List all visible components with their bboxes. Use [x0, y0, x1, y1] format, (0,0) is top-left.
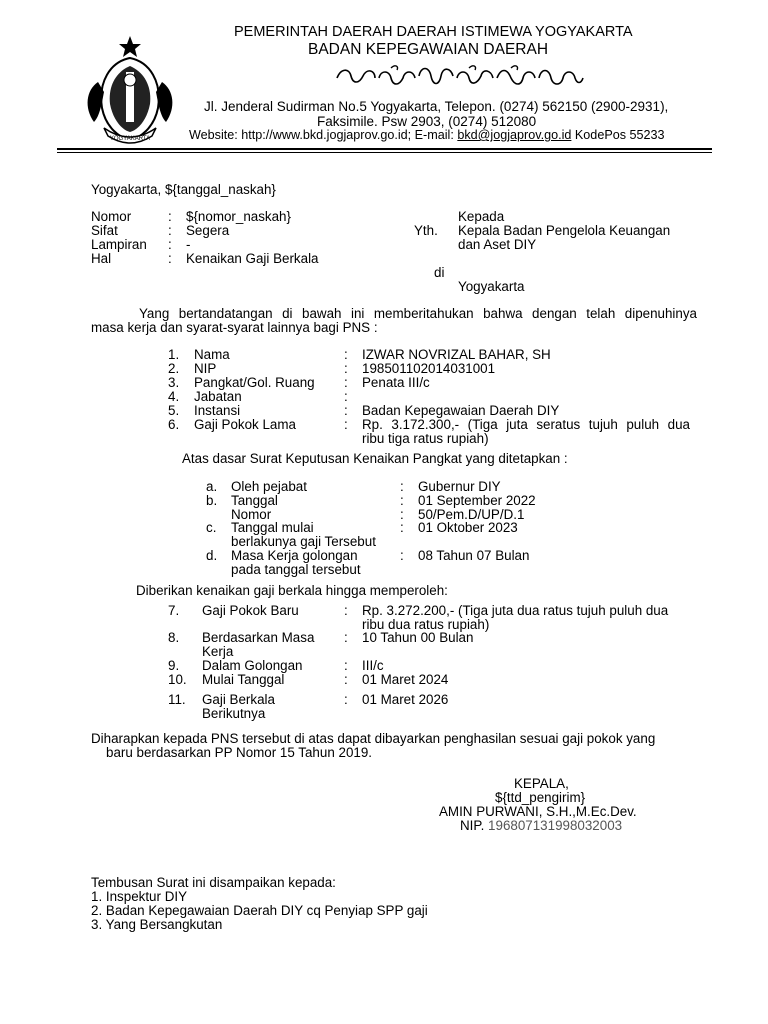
yogyakarta-coat-of-arms-logo [80, 32, 180, 148]
cc-title: Tembusan Surat ini disampaikan kepada: [91, 875, 336, 890]
recipient-city: Yogyakarta [458, 279, 525, 294]
result-value: 10 Tahun 00 Bulan [362, 630, 474, 645]
cc-item: 3. Yang Bersangkutan [91, 917, 223, 932]
result-label: Dalam Golongan [202, 658, 303, 673]
result-label: Berdasarkan Masa [202, 630, 315, 645]
employee-value: IZWAR NOVRIZAL BAHAR, SH [362, 347, 551, 362]
basis-letter: a. [206, 479, 218, 494]
employee-num: 1. [168, 347, 180, 362]
letterhead-rule-thin [57, 152, 712, 153]
header-fax-line: Faksimile. Psw 2903, (0274) 512080 [317, 114, 537, 129]
basis-label-cont: berlakunya gaji Tersebut [231, 534, 376, 549]
result-num: 7. [168, 603, 180, 618]
cc-item: 1. Inspektur DIY [91, 889, 188, 904]
header-government-line: PEMERINTAH DAERAH DAERAH ISTIMEWA YOGYAKARTA [234, 24, 633, 40]
result-value: 01 Maret 2024 [362, 672, 449, 687]
meta-label: Nomor [91, 209, 132, 224]
basis-value: 08 Tahun 07 Bulan [418, 548, 530, 563]
result-colon: : [344, 672, 348, 687]
result-num: 9. [168, 658, 180, 673]
employee-num: 4. [168, 389, 180, 404]
website-text: Website: http://www.bkd.jogjaprov.go.id; E-mail: [189, 128, 458, 142]
result-num: 11. [168, 692, 186, 707]
cc-item: 2. Badan Kepegawaian Daerah DIY cq Penyiap SPP gaji [91, 903, 428, 918]
employee-num: 2. [168, 361, 180, 376]
basis-label: Tanggal mulai [231, 520, 314, 535]
result-intro: Diberikan kenaikan gaji berkala hingga memperoleh: [136, 583, 448, 598]
recipient-line1: Kepala Badan Pengelola Keuangan [458, 223, 671, 238]
nip-label: NIP. [460, 818, 489, 833]
employee-num: 6. [168, 417, 180, 432]
result-label-cont: Berikutnya [202, 706, 266, 721]
employee-colon: : [344, 347, 348, 362]
employee-num: 5. [168, 403, 180, 418]
meta-colon: : [168, 223, 172, 238]
result-colon: : [344, 603, 348, 618]
javanese-script-line [335, 64, 585, 90]
closing-line-1: Diharapkan kepada PNS tersebut di atas dapat dibayarkan penghasilan sesuai gaji pokok yang [91, 731, 656, 746]
employee-colon: : [344, 417, 348, 432]
basis-letter: d. [206, 548, 218, 563]
employee-num: 3. [168, 375, 180, 390]
result-label: Gaji Berkala [202, 692, 275, 707]
employee-value: Penata III/c [362, 375, 430, 390]
basis-label: Oleh pejabat [231, 479, 307, 494]
employee-colon: : [344, 375, 348, 390]
result-label: Mulai Tanggal [202, 672, 285, 687]
employee-value: 198501102014031001 [362, 361, 496, 376]
nip-value: 196807131998032003 [488, 818, 623, 833]
employee-value: Badan Kepegawaian Daerah DIY [362, 403, 560, 418]
header-contact-line [189, 128, 665, 142]
place-date: Yogyakarta, ${tanggal_naskah} [91, 182, 276, 197]
basis-value: Gubernur DIY [418, 479, 501, 494]
basis-value: 01 Oktober 2023 [418, 520, 518, 535]
meta-colon: : [168, 251, 172, 266]
basis-colon: : [400, 520, 404, 535]
meta-value: ${nomor_naskah} [186, 209, 291, 224]
result-num: 8. [168, 630, 180, 645]
basis-label: Tanggal [231, 493, 278, 508]
email-link[interactable]: bkd@jogjaprov.go.id [457, 128, 572, 142]
employee-colon: : [344, 389, 348, 404]
result-value: III/c [362, 658, 384, 673]
meta-value: Segera [186, 223, 230, 238]
employee-label: Instansi [194, 403, 241, 418]
result-label-cont: Kerja [202, 644, 234, 659]
meta-value: Kenaikan Gaji Berkala [186, 251, 319, 266]
signature-placeholder: ${ttd_pengirim} [495, 790, 586, 805]
employee-colon: : [344, 403, 348, 418]
basis-letter: c. [206, 520, 217, 535]
basis-colon: : [400, 479, 404, 494]
basis-letter: b. [206, 493, 218, 508]
employee-label: Nama [194, 347, 230, 362]
meta-label: Hal [91, 251, 112, 266]
postal-code-text: KodePos 55233 [571, 128, 665, 142]
employee-value-cont: ribu tiga ratus rupiah) [362, 431, 489, 446]
result-colon: : [344, 630, 348, 645]
recipient-yth: Yth. [414, 223, 438, 238]
recipient-line2: dan Aset DIY [458, 237, 537, 252]
recipient-di: di [434, 265, 445, 280]
signature-title: KEPALA, [514, 776, 569, 791]
basis-colon: : [400, 507, 404, 522]
recipient-kepada: Kepada [458, 209, 505, 224]
result-num: 10. [168, 672, 187, 687]
intro-line-2: masa kerja dan syarat-syarat lainnya bagi PNS : [91, 320, 378, 335]
meta-colon: : [168, 237, 172, 252]
basis-value: 01 September 2022 [418, 493, 536, 508]
result-value: 01 Maret 2026 [362, 692, 449, 707]
meta-value: - [186, 237, 191, 252]
basis-label: Masa Kerja golongan [231, 548, 358, 563]
meta-colon: : [168, 209, 172, 224]
basis-label-cont: pada tanggal tersebut [231, 562, 361, 577]
employee-label: NIP [194, 361, 217, 376]
basis-colon: : [400, 493, 404, 508]
employee-value: Rp. 3.172.300,- (Tiga juta seratus tujuh puluh dua [362, 417, 690, 432]
result-value: Rp. 3.272.200,- (Tiga juta dua ratus tujuh puluh dua [362, 603, 669, 618]
employee-label: Pangkat/Gol. Ruang [194, 375, 315, 390]
header-address-line: Jl. Jenderal Sudirman No.5 Yogyakarta, Telepon. (0274) 562150 (2900-2931), [204, 99, 669, 114]
basis-label: Nomor [231, 507, 272, 522]
intro-line-1: Yang bertandatangan di bawah ini memberitahukan bahwa dengan telah dipenuhinya [139, 306, 697, 321]
employee-label: Jabatan [194, 389, 242, 404]
basis-value: 50/Pem.D/UP/D.1 [418, 507, 525, 522]
letterhead-rule-thick [57, 148, 712, 150]
header-agency-line: BADAN KEPEGAWAIAN DAERAH [308, 41, 549, 58]
meta-label: Sifat [91, 223, 118, 238]
meta-label: Lampiran [91, 237, 147, 252]
signatory-name: AMIN PURWANI, S.H.,M.Ec.Dev. [439, 804, 637, 819]
closing-line-2: baru berdasarkan PP Nomor 15 Tahun 2019. [106, 745, 373, 760]
employee-label: Gaji Pokok Lama [194, 417, 296, 432]
result-value-cont: ribu dua ratus rupiah) [362, 617, 490, 632]
signatory-nip [460, 819, 622, 833]
result-label: Gaji Pokok Baru [202, 603, 299, 618]
basis-colon: : [400, 548, 404, 563]
employee-colon: : [344, 361, 348, 376]
logo-text: YOGYAKARTA [109, 136, 151, 142]
result-colon: : [344, 658, 348, 673]
result-colon: : [344, 692, 348, 707]
basis-intro: Atas dasar Surat Keputusan Kenaikan Pangkat yang ditetapkan : [182, 451, 568, 466]
